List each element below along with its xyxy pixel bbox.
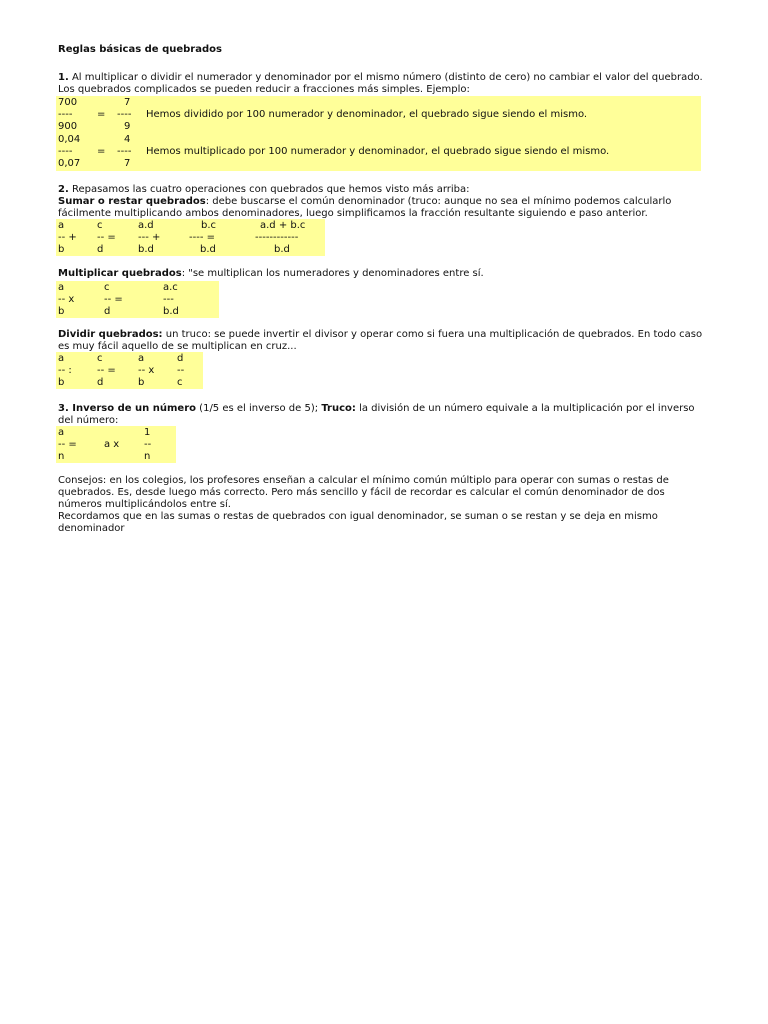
div-cell: d	[97, 377, 104, 388]
rule1-paragraph	[58, 72, 708, 96]
div-cell: -- :	[58, 365, 72, 376]
ex2-equals: =	[97, 146, 106, 157]
ex1-denominator-2: 9	[124, 121, 131, 132]
mul-cell: d	[104, 306, 111, 317]
multiply-label: Multiplicar quebrados	[58, 268, 182, 279]
sum-cell: ---- =	[189, 232, 215, 243]
mul-cell: a.c	[163, 282, 178, 293]
page-title: Reglas básicas de quebrados	[58, 44, 222, 55]
multiply-paragraph	[58, 268, 708, 280]
inv-cell: -- =	[58, 439, 77, 450]
rule2-intro	[58, 184, 708, 196]
consejos-paragraph: Consejos: en los colegios, los profesores enseñan a calcular el mínimo común múltiplo para operar con sumas o restas de quebrados. Es, desde luego más correcto. Pero más sencillo y fácil de recordar es calcular el común denominador de dos números multiplicándolos entre sí.	[58, 475, 669, 510]
rule3-paren: (1/5 es el inverso de 5);	[196, 403, 322, 414]
ex1-bar-2: ----	[117, 109, 132, 120]
rule3-text: la división de un número equivale a la multiplicación por el inverso del número:	[58, 403, 695, 426]
inv-cell: a	[58, 427, 65, 438]
rule1-text: Al multiplicar o dividir el numerador y denominador por el mismo número (distinto de cero) no cambiar el valor del quebrado. Los quebrados complicados se pueden reducir a fracciones más simples. Ejemplo:	[58, 72, 703, 95]
sum-cell: --- +	[138, 232, 161, 243]
divide-paragraph	[58, 329, 708, 353]
div-cell: -- x	[138, 365, 155, 376]
ex2-numerator-2: 4	[124, 134, 131, 145]
sum-cell: b.d	[200, 244, 216, 255]
div-cell: b	[58, 377, 65, 388]
inv-cell: --	[144, 439, 152, 450]
mul-cell: c	[104, 282, 110, 293]
ex1-equals: =	[97, 109, 106, 120]
sum-cell: -- +	[58, 232, 77, 243]
ex2-denominator-1: 0,07	[58, 158, 81, 169]
div-cell: --	[177, 365, 185, 376]
sum-cell: b.d	[138, 244, 154, 255]
sum-cell: b.d	[274, 244, 290, 255]
sum-cell: ------------	[255, 232, 299, 243]
sum-cell: a.d + b.c	[260, 220, 306, 231]
ex1-denominator-1: 900	[58, 121, 78, 132]
div-cell: a	[138, 353, 145, 364]
sum-cell: c	[97, 220, 103, 231]
ex2-note: Hemos multiplicado por 100 numerador y denominador, el quebrado sigue siendo el mismo.	[146, 146, 610, 157]
sum-paragraph	[58, 196, 708, 220]
div-cell: -- =	[97, 365, 116, 376]
divide-text: un truco: se puede invertir el divisor y operar como si fuera una multiplicación de quebrados. En todo caso es muy fácil aquello de se multiplican en cruz...	[58, 329, 703, 352]
multiply-table-box	[56, 281, 219, 318]
mul-cell: -- x	[58, 294, 75, 305]
ex1-bar-1: ----	[58, 109, 73, 120]
ex1-numerator-2: 7	[124, 97, 131, 108]
rule3-heading: 3. Inverso de un número	[58, 403, 196, 414]
div-cell: c	[177, 377, 183, 388]
inv-cell: n	[58, 451, 65, 462]
div-cell: b	[138, 377, 145, 388]
divide-label: Dividir quebrados:	[58, 329, 163, 340]
mul-cell: ---	[163, 294, 174, 305]
rule2-number: 2.	[58, 184, 69, 195]
div-cell: a	[58, 353, 65, 364]
rule1-example-box	[56, 96, 701, 171]
ex2-bar-1: ----	[58, 146, 73, 157]
sum-text: : debe buscarse el común denominador (truco: aunque no sea el mínimo podemos calcularlo fácilmente multiplicando ambos denominadores, luego simplificamos la fracción resultante siguiendo e paso anterior.	[58, 196, 672, 219]
ex2-numerator-1: 0,04	[58, 134, 81, 145]
sum-cell: a	[58, 220, 65, 231]
div-cell: c	[97, 353, 103, 364]
ex1-note: Hemos dividido por 100 numerador y denominador, el quebrado sigue siendo el mismo.	[146, 109, 588, 120]
rule2-intro-text: Repasamos las cuatro operaciones con quebrados que hemos visto más arriba:	[68, 184, 470, 195]
sum-cell: b.c	[201, 220, 217, 231]
ex2-denominator-2: 7	[124, 158, 131, 169]
ex1-numerator-1: 700	[58, 97, 78, 108]
sum-cell: a.d	[138, 220, 154, 231]
inv-cell: 1	[144, 427, 151, 438]
div-cell: d	[177, 353, 184, 364]
sum-label: Sumar o restar quebrados	[58, 196, 206, 207]
sum-cell: -- =	[97, 232, 116, 243]
mul-cell: b.d	[163, 306, 179, 317]
mul-cell: b	[58, 306, 65, 317]
truco-label: Truco:	[321, 403, 356, 414]
multiply-text: : "se multiplican los numeradores y denominadores entre sí.	[181, 268, 484, 279]
rule1-number: 1.	[58, 72, 69, 83]
mul-cell: -- =	[104, 294, 123, 305]
ex2-bar-2: ----	[117, 146, 132, 157]
recordamos-paragraph: Recordamos que en las sumas o restas de quebrados con igual denominador, se suman o se restan y se deja en mismo denominador	[58, 511, 658, 534]
rule3-paragraph	[58, 403, 708, 427]
inv-cell: a x	[104, 439, 120, 450]
sum-cell: d	[97, 244, 104, 255]
sum-cell: b	[58, 244, 65, 255]
mul-cell: a	[58, 282, 65, 293]
inv-cell: n	[144, 451, 151, 462]
